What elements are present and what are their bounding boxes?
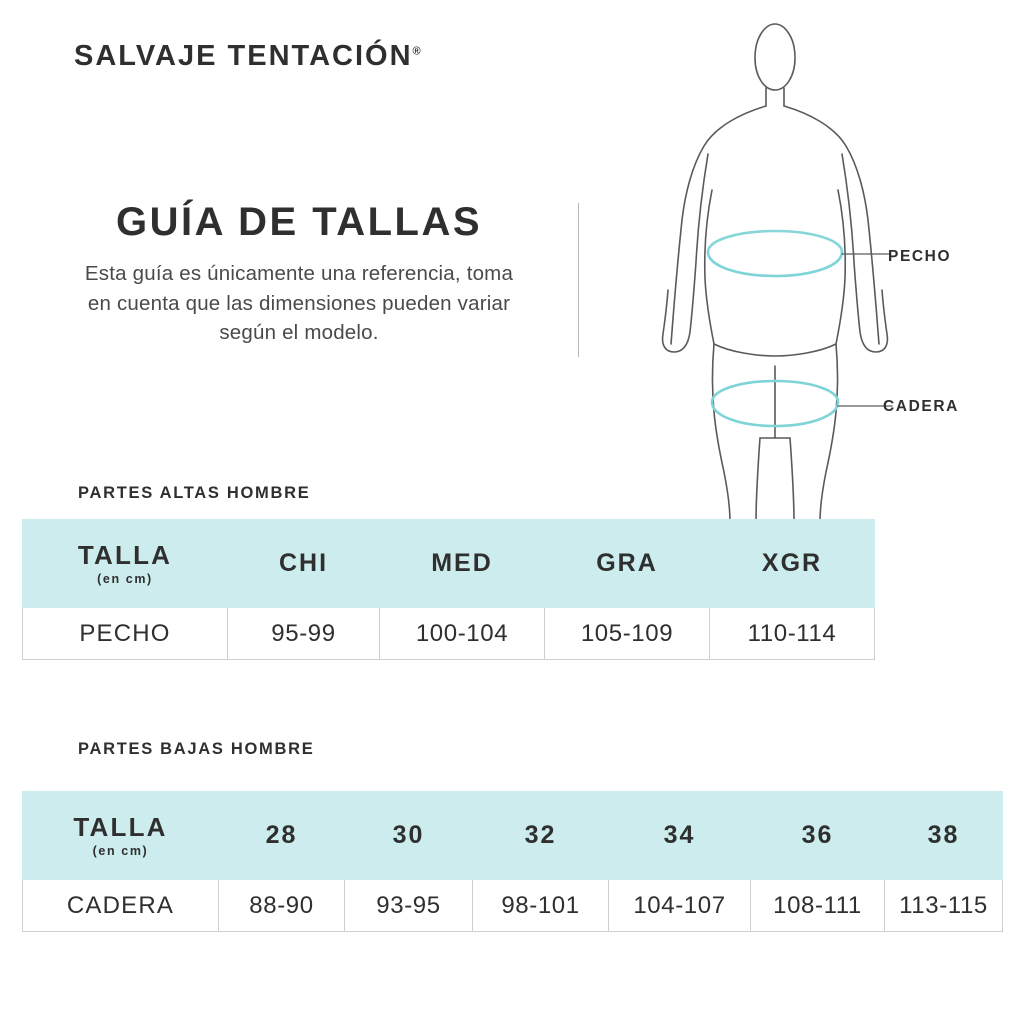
- header-talla-sub: (en cm): [97, 572, 153, 587]
- label-cadera: CADERA: [883, 398, 959, 415]
- header-talla-main: TALLA: [77, 539, 173, 570]
- header-size-28: 28: [219, 792, 345, 880]
- registered-mark: ®: [412, 45, 421, 58]
- section-title-lower: PARTES BAJAS HOMBRE: [78, 740, 315, 758]
- header-size-38: 38: [885, 792, 1003, 880]
- cell-cadera-36: 108-111: [751, 880, 885, 932]
- header-talla-sub: (en cm): [92, 844, 149, 859]
- header-size-xgr: XGR: [710, 520, 875, 608]
- row-label-cadera: CADERA: [23, 880, 219, 932]
- header-size-32: 32: [473, 792, 609, 880]
- label-pecho: PECHO: [888, 248, 952, 265]
- header-talla: [23, 792, 219, 880]
- header-talla: [23, 520, 228, 608]
- cell-pecho-xgr: 110-114: [710, 608, 875, 660]
- cell-cadera-30: 93-95: [345, 880, 473, 932]
- brand-logo: [74, 40, 421, 73]
- lower-size-table: [22, 791, 1003, 932]
- header-size-chi: CHI: [228, 520, 380, 608]
- cell-pecho-chi: 95-99: [228, 608, 380, 660]
- row-label-pecho: PECHO: [23, 608, 228, 660]
- header-size-med: MED: [380, 520, 545, 608]
- male-body-figure: [630, 14, 920, 524]
- cell-cadera-38: 113-115: [885, 880, 1003, 932]
- section-title-upper: PARTES ALTAS HOMBRE: [78, 484, 311, 502]
- cell-cadera-28: 88-90: [219, 880, 345, 932]
- header-size-30: 30: [345, 792, 473, 880]
- header-size-34: 34: [609, 792, 751, 880]
- vertical-divider: [578, 203, 579, 357]
- page-title: GUÍA DE TALLAS: [115, 200, 483, 244]
- brand-name: SALVAJE TENTACIÓN: [74, 40, 413, 72]
- table-row: [23, 880, 1003, 932]
- upper-size-table: [22, 519, 875, 660]
- heading-block: [74, 200, 524, 348]
- table-header-row: [23, 520, 875, 608]
- cell-pecho-gra: 105-109: [545, 608, 710, 660]
- table-row: [23, 608, 875, 660]
- cell-cadera-32: 98-101: [473, 880, 609, 932]
- page-description: Esta guía es únicamente una referencia, toma en cuenta que las dimensiones pueden variar según el modelo.: [84, 262, 514, 345]
- table-header-row: [23, 792, 1003, 880]
- header-size-gra: GRA: [545, 520, 710, 608]
- cell-cadera-34: 104-107: [609, 880, 751, 932]
- header-talla-main: TALLA: [73, 811, 168, 842]
- header-size-36: 36: [751, 792, 885, 880]
- cell-pecho-med: 100-104: [380, 608, 545, 660]
